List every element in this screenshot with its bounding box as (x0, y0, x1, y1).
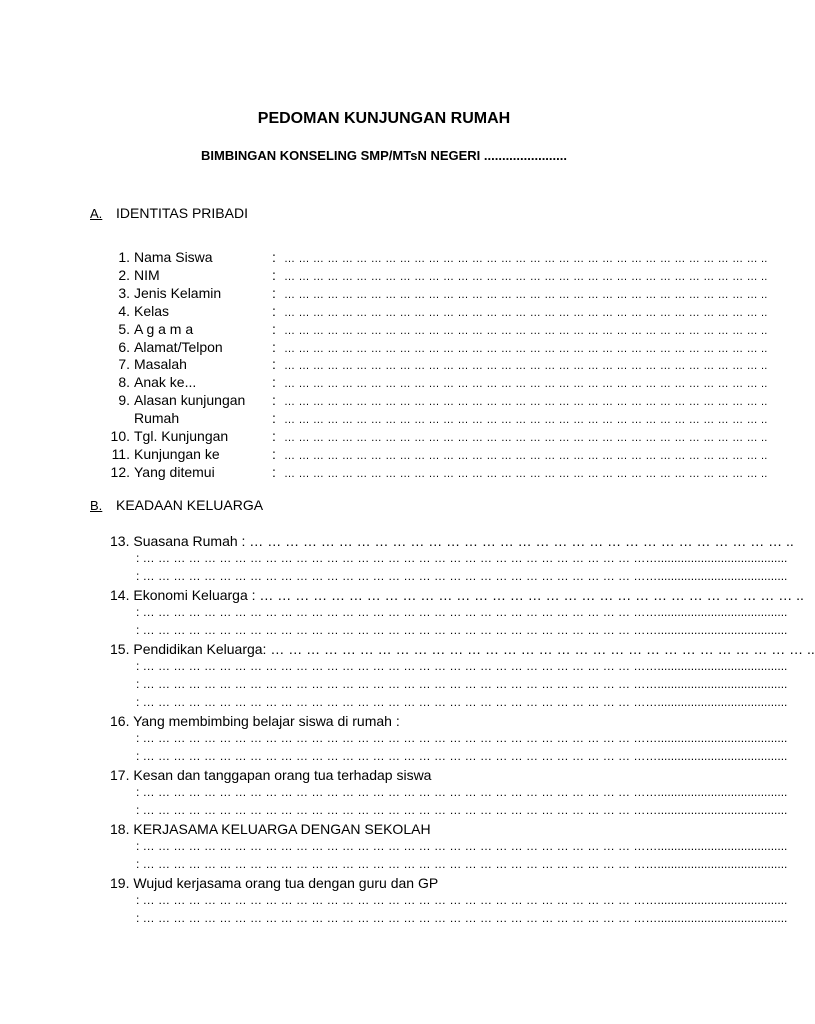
row-label: Jenis Kelamin (134, 284, 222, 301)
row-colon: : (272, 338, 276, 355)
row-colon: : (272, 249, 276, 265)
answer-line[interactable]: : … … … … … … … … … … … … … … … … … … … … … … … … … … … … … … … … ……....................................... (136, 659, 788, 673)
row-number: 8. (118, 374, 130, 391)
row-label: NIM (134, 266, 160, 283)
row-number: 10. (110, 428, 130, 444)
answer-line[interactable]: : … … … … … … … … … … … … … … … … … … … … … … … … … … … … … … … … ……....................................... (136, 731, 788, 745)
fill-in-blank[interactable]: … … … … … … … … … … … … … … … … … … … … … … … … … … … … … … … … … .. (284, 270, 768, 283)
fill-in-blank[interactable]: … … … … … … … … … … … … … … … … … … … … … … … … … … … … … … … … … .. (284, 449, 768, 462)
family-question: 18. KERJASAMA KELUARGA DENGAN SEKOLAH (110, 821, 431, 837)
answer-line[interactable]: : … … … … … … … … … … … … … … … … … … … … … … … … … … … … … … … … ……....................................... (136, 803, 788, 817)
family-question: 13. Suasana Rumah : … … … … … … … … … … … … … … … … … … … … … … … … … … … … … … .. (110, 533, 794, 549)
answer-line[interactable]: : … … … … … … … … … … … … … … … … … … … … … … … … … … … … … … … … ……....................................... (136, 749, 788, 763)
row-label: Nama Siswa (134, 249, 213, 265)
row-number: 1. (118, 249, 130, 265)
row-label: Masalah (134, 356, 187, 373)
answer-line[interactable]: : … … … … … … … … … … … … … … … … … … … … … … … … … … … … … … … … ……....................................... (136, 911, 788, 925)
row-label: A g a m a (134, 320, 194, 337)
row-colon: : (272, 284, 276, 301)
row-number: 4. (118, 302, 130, 319)
row-number: 2. (118, 266, 130, 283)
answer-line[interactable]: : … … … … … … … … … … … … … … … … … … … … … … … … … … … … … … … … ……....................................... (136, 839, 788, 853)
row-label: Tgl. Kunjungan (134, 428, 229, 444)
fill-in-blank[interactable]: … … … … … … … … … … … … … … … … … … … … … … … … … … … … … … … … … .. (284, 414, 768, 427)
fill-in-blank[interactable]: … … … … … … … … … … … … … … … … … … … … … … … … … … … … … … … … … .. (284, 342, 768, 355)
answer-line[interactable]: : … … … … … … … … … … … … … … … … … … … … … … … … … … … … … … … … ……....................................... (136, 677, 788, 691)
fill-in-blank[interactable]: … … … … … … … … … … … … … … … … … … … … … … … … … … … … … … … … … .. (284, 378, 768, 391)
page-subtitle: BIMBINGAN KONSELING SMP/MTsN NEGERI ....................... (201, 148, 567, 163)
row-colon: : (272, 374, 276, 391)
row-label: Kunjungan ke (134, 445, 220, 462)
row-label: Alasan kunjungan (134, 392, 246, 409)
section-b-letter: B. (90, 498, 103, 513)
answer-line[interactable]: : … … … … … … … … … … … … … … … … … … … … … … … … … … … … … … … … ……....................................... (136, 893, 788, 907)
row-label: Kelas (134, 302, 170, 319)
fill-in-blank[interactable]: … … … … … … … … … … … … … … … … … … … … … … … … … … … … … … … … … .. (284, 324, 768, 337)
answer-line[interactable]: : … … … … … … … … … … … … … … … … … … … … … … … … … … … … … … … … ……....................................... (136, 623, 788, 637)
row-colon: : (272, 266, 276, 283)
answer-line[interactable]: : … … … … … … … … … … … … … … … … … … … … … … … … … … … … … … … … ……....................................... (136, 551, 788, 565)
answer-line[interactable]: : … … … … … … … … … … … … … … … … … … … … … … … … … … … … … … … … ……....................................... (136, 605, 788, 619)
fill-in-blank[interactable]: … … … … … … … … … … … … … … … … … … … … … … … … … … … … … … … … … .. (284, 253, 768, 265)
fill-in-blank[interactable]: … … … … … … … … … … … … … … … … … … … … … … … … … … … … … … … … … .. (284, 360, 768, 373)
fill-in-blank[interactable]: … … … … … … … … … … … … … … … … … … … … … … … … … … … … … … … … … .. (284, 306, 768, 319)
section-a-letter: A. (90, 206, 103, 221)
row-number: 5. (118, 320, 130, 337)
fill-in-blank[interactable]: … … … … … … … … … … … … … … … … … … … … … … … … … … … … … … … … … .. (284, 396, 768, 409)
row-label: Alamat/Telpon (134, 338, 223, 355)
row-number: 11. (111, 445, 130, 462)
answer-line[interactable]: : … … … … … … … … … … … … … … … … … … … … … … … … … … … … … … … … ……....................................... (136, 569, 788, 583)
row-colon: : (272, 320, 276, 337)
row-colon: : (272, 463, 276, 480)
section-a-title: IDENTITAS PRIBADI (116, 205, 248, 221)
row-number: 12. (110, 463, 130, 480)
row-colon: : (272, 356, 276, 373)
answer-line[interactable]: : … … … … … … … … … … … … … … … … … … … … … … … … … … … … … … … … ……....................................... (136, 785, 788, 799)
page-title: PEDOMAN KUNJUNGAN RUMAH (257, 110, 511, 127)
section-a-heading (90, 205, 248, 221)
answer-line[interactable]: : … … … … … … … … … … … … … … … … … … … … … … … … … … … … … … … … ……....................................... (136, 695, 788, 709)
row-number: 7. (118, 356, 130, 373)
family-question: 19. Wujud kerjasama orang tua dengan guru dan GP (110, 875, 439, 891)
row-colon: : (272, 410, 276, 427)
family-question: 15. Pendidikan Keluarga: … … … … … … … … … … … … … … … … … … … … … … … … … … … … … … .. (110, 641, 815, 657)
row-label: Rumah (134, 410, 180, 427)
fill-in-blank[interactable]: … … … … … … … … … … … … … … … … … … … … … … … … … … … … … … … … … .. (284, 432, 768, 444)
row-colon: : (272, 445, 276, 462)
row-colon: : (272, 302, 276, 319)
row-colon: : (272, 392, 276, 409)
family-question: 16. Yang membimbing belajar siswa di rumah : (110, 713, 400, 729)
row-label: Yang ditemui (134, 463, 215, 480)
answer-line[interactable]: : … … … … … … … … … … … … … … … … … … … … … … … … … … … … … … … … ……....................................... (136, 857, 788, 871)
row-label: Anak ke... (134, 374, 197, 391)
section-b-heading (90, 497, 263, 513)
section-b-title: KEADAAN KELUARGA (116, 497, 264, 513)
row-colon: : (272, 428, 276, 444)
fill-in-blank[interactable]: … … … … … … … … … … … … … … … … … … … … … … … … … … … … … … … … … .. (284, 467, 768, 480)
fill-in-blank[interactable]: … … … … … … … … … … … … … … … … … … … … … … … … … … … … … … … … … .. (284, 288, 768, 301)
family-question: 17. Kesan dan tanggapan orang tua terhadap siswa (110, 767, 432, 783)
family-question: 14. Ekonomi Keluarga : … … … … … … … … … … … … … … … … … … … … … … … … … … … … … … .. (110, 587, 804, 603)
row-number: 9. (118, 392, 130, 409)
row-number: 6. (118, 338, 130, 355)
row-number: 3. (118, 284, 130, 301)
